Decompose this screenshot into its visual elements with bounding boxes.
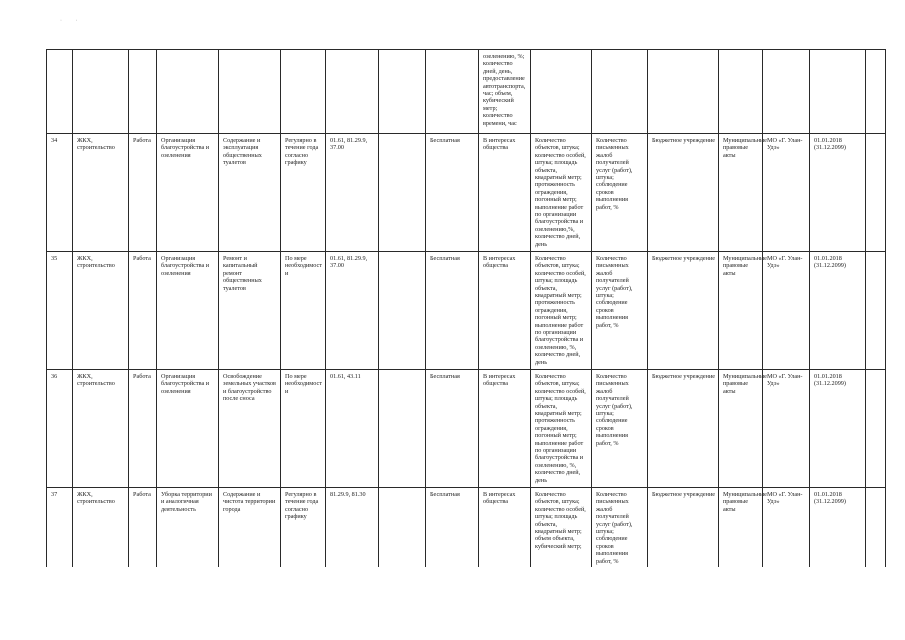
- volume-indicators-cell: Количество объектов, штука; количество особей, штука; площадь объекта, квадратный метр; протяженность ограждения, погонный метр; выполнение работ по организации благоустройства и озеленению, %, количество дней, день: [531, 370, 592, 488]
- type-cell: Работа: [129, 488, 157, 568]
- type-cell: Работа: [129, 252, 157, 370]
- frequency-cell: Регулярно в течение года согласно графику: [281, 488, 326, 568]
- table-cell: [379, 488, 426, 568]
- scan-marks: · ·: [60, 18, 84, 24]
- table-cell: [157, 50, 219, 134]
- table-cell: [531, 50, 592, 134]
- table-cell: [326, 50, 379, 134]
- founder-cell: МО «Г. Улан-Удэ»: [763, 252, 810, 370]
- table-row: [47, 488, 886, 568]
- payment-cell: Бесплатная: [426, 370, 479, 488]
- table-cell: [648, 50, 719, 134]
- quality-indicators-cell: Количество письменных жалоб получателей услуг (работ), штука; соблюдение сроков выполнения работ, %: [592, 488, 648, 568]
- okved-cell: 01.61, 81.29.9, 37.00: [326, 134, 379, 252]
- table-cell: [47, 50, 73, 134]
- volume-indicators-cell: Количество объектов, штука; количество особей, штука; площадь объекта, квадратный метр; протяженность ограждения, погонный метр; выполнение работ по организации благоустройства и озеленению, %, количество дней, день: [531, 252, 592, 370]
- table-cell: [719, 50, 763, 134]
- table-cell: [281, 50, 326, 134]
- work-name-cell: Организация благоустройства и озеленения: [157, 252, 219, 370]
- payment-cell: Бесплатная: [426, 134, 479, 252]
- content-cell: Содержание и эксплуатация общественных туалетов: [219, 134, 281, 252]
- row-number: 34: [47, 134, 73, 252]
- row-number: 37: [47, 488, 73, 568]
- interest-cell: В интересах общества: [479, 252, 531, 370]
- payment-cell: Бесплатная: [426, 488, 479, 568]
- okved-cell: 81.29.9, 81.30: [326, 488, 379, 568]
- founder-cell: МО «Г. Улан-Удэ»: [763, 370, 810, 488]
- table-cell: [379, 370, 426, 488]
- table-cell: [866, 134, 886, 252]
- institution-cell: Бюджетное учреждение: [648, 370, 719, 488]
- institution-cell: Бюджетное учреждение: [648, 134, 719, 252]
- table-row: [47, 370, 886, 488]
- volume-indicators-cell: Количество объектов, штука; количество особей, штука; площадь объекта, квадратный метр; протяженность ограждения, погонный метр; выполнение работ по организации благоустройства и озеленению,%, количество дней, день: [531, 134, 592, 252]
- frequency-cell: По мере необходимост и: [281, 370, 326, 488]
- quality-indicators-cell: Количество письменных жалоб получателей услуг (работ), штука; соблюдение сроков выполнения работ, %: [592, 134, 648, 252]
- type-cell: Работа: [129, 134, 157, 252]
- table-cell: [810, 50, 866, 134]
- frequency-cell: Регулярно в течение года согласно графику: [281, 134, 326, 252]
- dates-cell: 01.01.2018 (31.12.2099): [810, 370, 866, 488]
- table-cell: [379, 252, 426, 370]
- founder-cell: МО «Г. Улан-Удэ»: [763, 134, 810, 252]
- table-row: [47, 134, 886, 252]
- institution-cell: Бюджетное учреждение: [648, 488, 719, 568]
- content-cell: Ремонт и капитальный ремонт общественных туалетов: [219, 252, 281, 370]
- content-cell: Освобождение земельных участков и благоустройство после сноса: [219, 370, 281, 488]
- interest-cell: В интересах общества: [479, 488, 531, 568]
- work-name-cell: Организация благоустройства и озеленения: [157, 134, 219, 252]
- table-cell: [426, 50, 479, 134]
- legal-acts-cell: Муниципальные правовые акты: [719, 488, 763, 568]
- sphere-cell: ЖКХ, строительство: [73, 134, 129, 252]
- dates-cell: 01.01.2018 (31.12.2099): [810, 488, 866, 568]
- work-name-cell: Уборка территории и аналогичная деятельность: [157, 488, 219, 568]
- interest-cell: В интересах общества: [479, 134, 531, 252]
- quality-indicators-cell: Количество письменных жалоб получателей услуг (работ), штука; соблюдение сроков выполнения работ, %: [592, 252, 648, 370]
- sphere-cell: ЖКХ, строительство: [73, 252, 129, 370]
- table-cell: [129, 50, 157, 134]
- table-cell: [592, 50, 648, 134]
- payment-cell: Бесплатная: [426, 252, 479, 370]
- table-cell: [219, 50, 281, 134]
- legal-acts-cell: Муниципальные правовые акты: [719, 134, 763, 252]
- type-cell: Работа: [129, 370, 157, 488]
- institution-cell: Бюджетное учреждение: [648, 252, 719, 370]
- row-number: 36: [47, 370, 73, 488]
- volume-indicators-cell: Количество объектов, штука; количество особей, штука; площадь объекта, квадратный метр; объем объекта, кубический метр;: [531, 488, 592, 568]
- table-cell: [379, 50, 426, 134]
- content-cell: Содержание и чистота территории города: [219, 488, 281, 568]
- okved-cell: 01.61, 43.11: [326, 370, 379, 488]
- table-cell: [866, 50, 886, 134]
- table-cell: [73, 50, 129, 134]
- volume-indicators-cell: озеленению, %; количество дней, день, предоставление автотранспорта, час; объем, кубический метр; количество времени, час: [479, 50, 531, 134]
- work-name-cell: Организация благоустройства и озеленения: [157, 370, 219, 488]
- table-cell: [763, 50, 810, 134]
- table-cell: [379, 134, 426, 252]
- sphere-cell: ЖКХ, строительство: [73, 370, 129, 488]
- dates-cell: 01.01.2018 (31.12.2099): [810, 134, 866, 252]
- legal-acts-cell: Муниципальные правовые акты: [719, 370, 763, 488]
- sphere-cell: ЖКХ, строительство: [73, 488, 129, 568]
- legal-acts-cell: Муниципальные правовые акты: [719, 252, 763, 370]
- okved-cell: 01.61, 81.29.9, 37.00: [326, 252, 379, 370]
- services-registry-table: [46, 49, 886, 567]
- interest-cell: В интересах общества: [479, 370, 531, 488]
- dates-cell: 01.01.2018 (31.12.2099): [810, 252, 866, 370]
- table-row: [47, 50, 886, 134]
- table-cell: [866, 488, 886, 568]
- table-row: [47, 252, 886, 370]
- founder-cell: МО «Г. Улан-Удэ»: [763, 488, 810, 568]
- row-number: 35: [47, 252, 73, 370]
- frequency-cell: По мере необходимост и: [281, 252, 326, 370]
- table-cell: [866, 370, 886, 488]
- table-cell: [866, 252, 886, 370]
- quality-indicators-cell: Количество письменных жалоб получателей услуг (работ), штука; соблюдение сроков выполнения работ, %: [592, 370, 648, 488]
